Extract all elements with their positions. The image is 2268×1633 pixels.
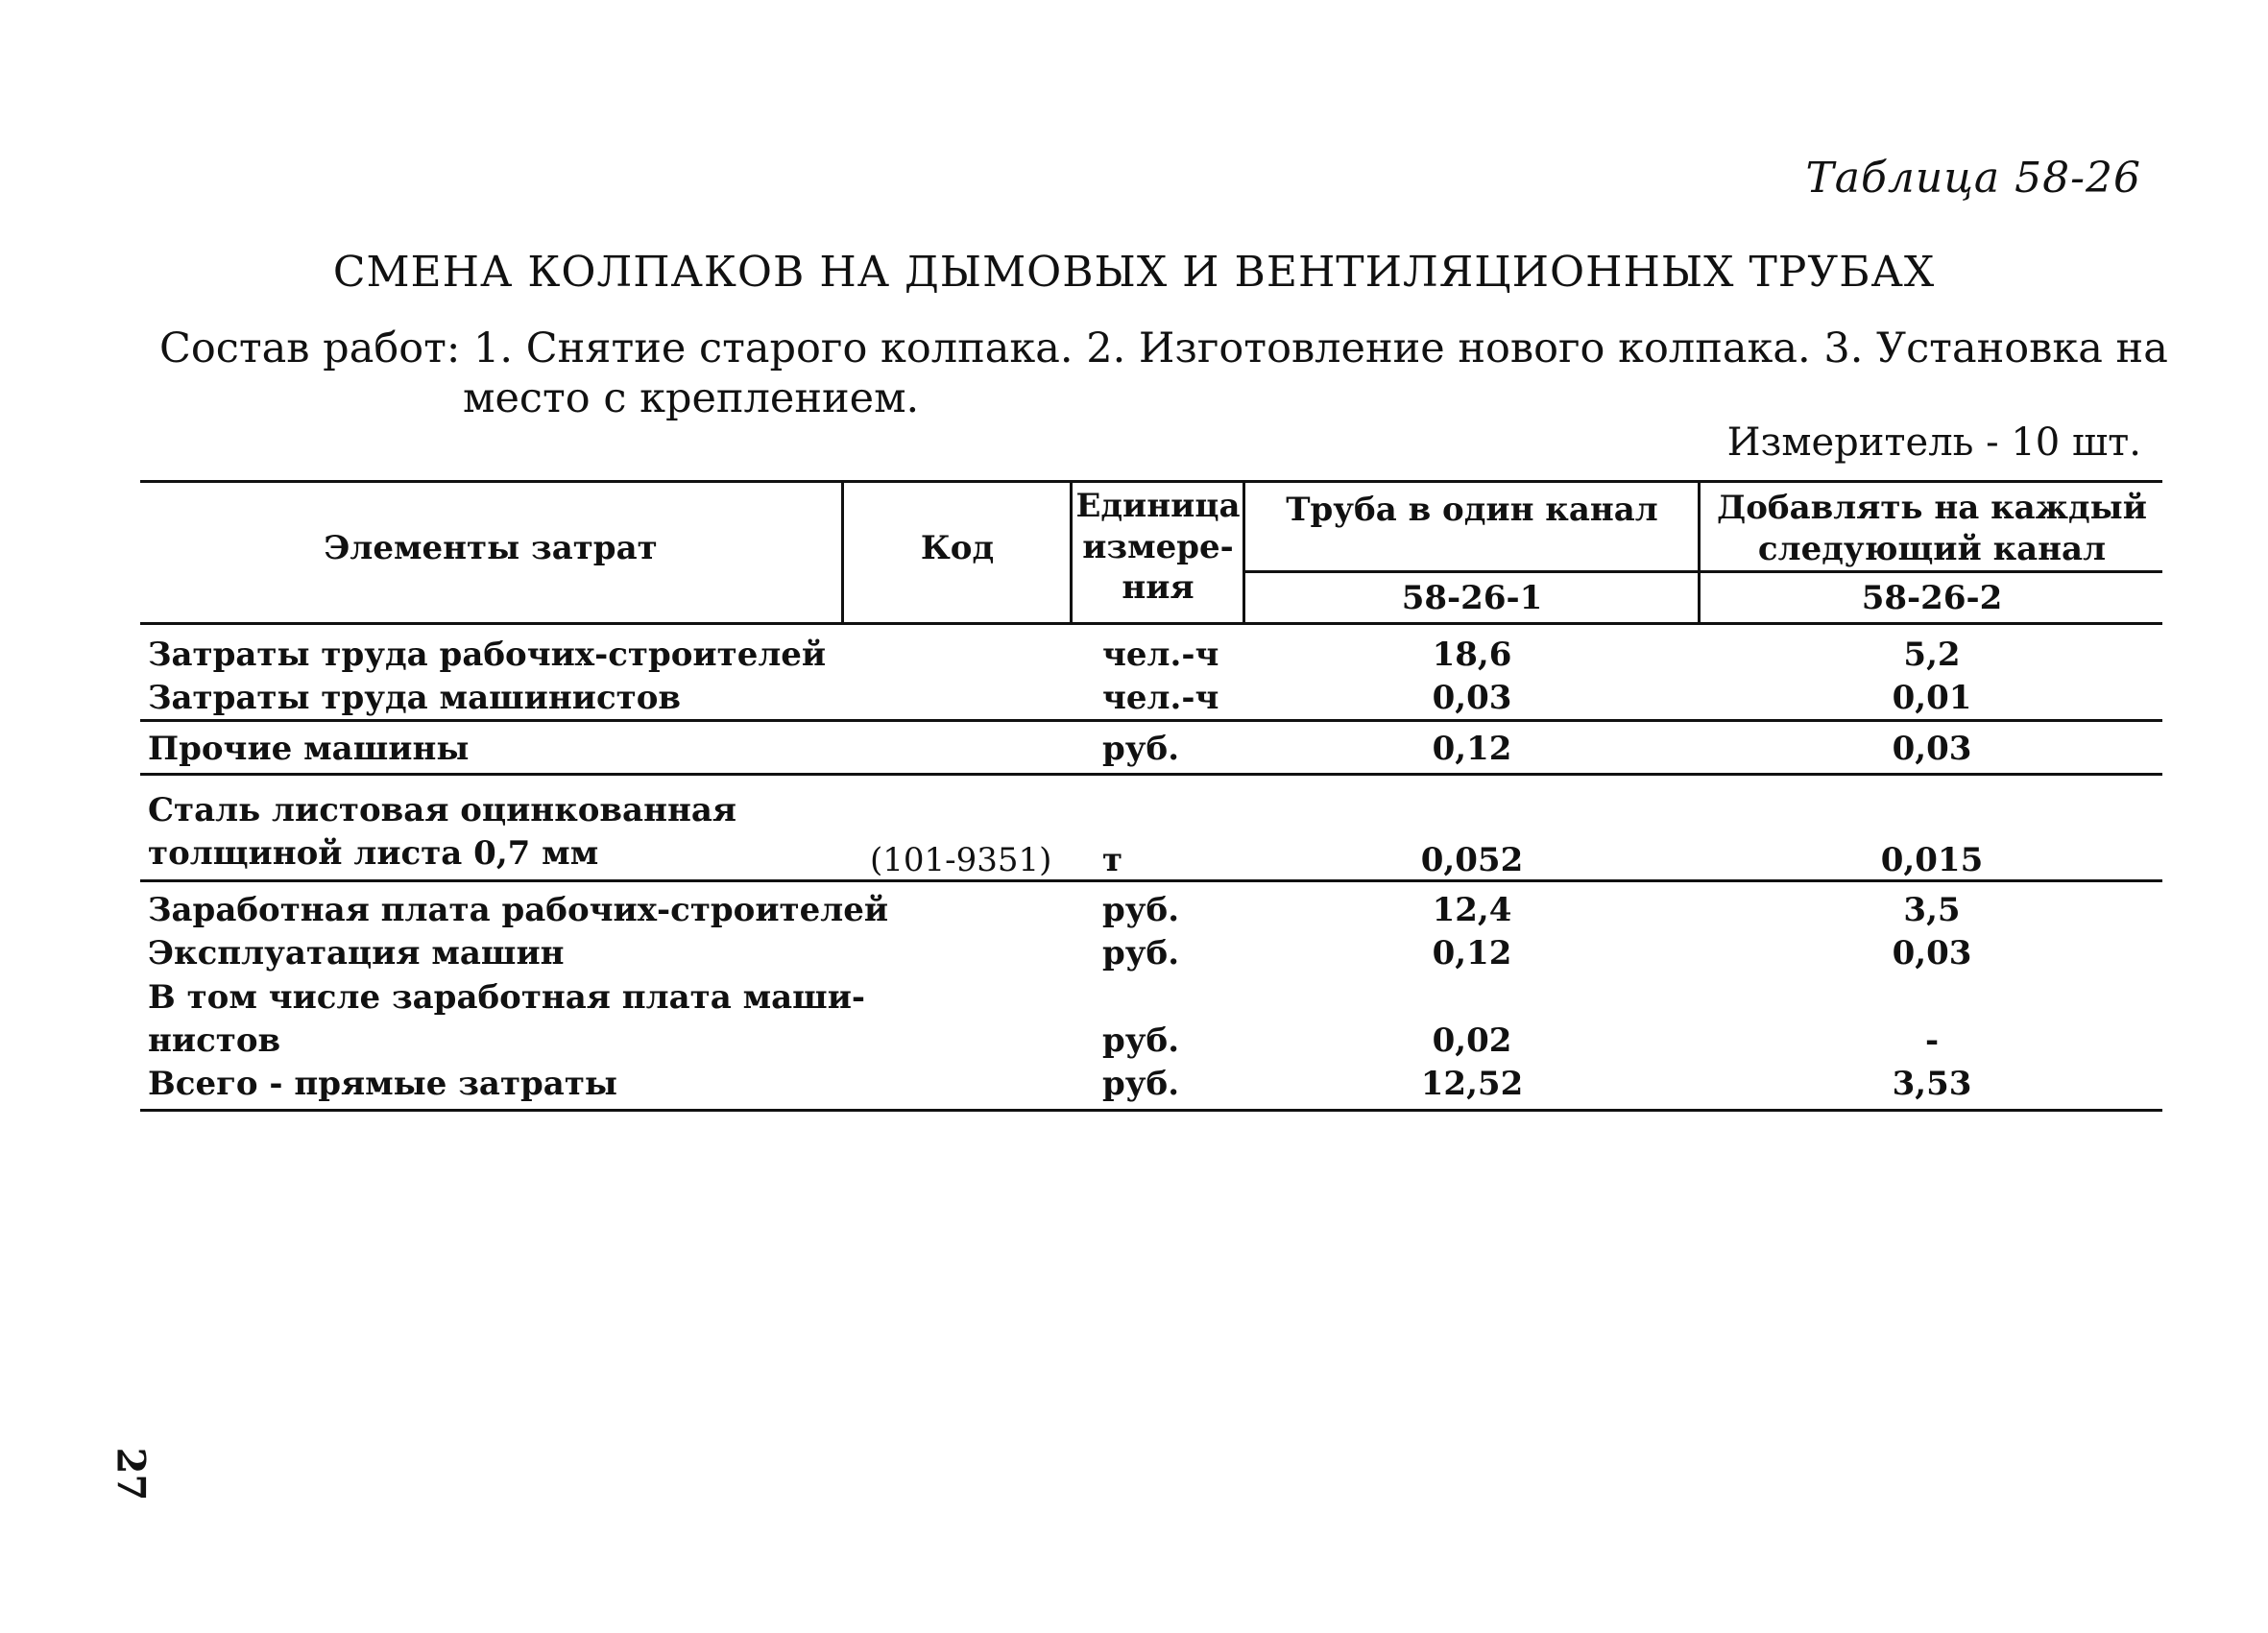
page-number: 27	[108, 1447, 154, 1501]
row-unit: чел.-ч	[1102, 679, 1219, 717]
header-subrule	[1244, 570, 2162, 573]
row-value-1: 0,12	[1432, 934, 1512, 973]
table-bottom-rule	[140, 1109, 2162, 1112]
row-name-line: В том числе заработная плата маши-	[148, 978, 866, 1017]
row-value-1: 0,12	[1432, 730, 1512, 768]
row-value-1: 12,4	[1432, 891, 1512, 929]
row-rule-2	[140, 773, 2162, 776]
document-title: СМЕНА КОЛПАКОВ НА ДЫМОВЫХ И ВЕНТИЛЯЦИОННЫХ ТРУБАХ	[332, 248, 1936, 297]
row-unit: чел.-ч	[1102, 636, 1219, 674]
header-col2	[1701, 488, 2162, 569]
row-value-1: 0,052	[1420, 841, 1524, 879]
row-unit: руб.	[1102, 891, 1180, 929]
row-value-2: 0,015	[1880, 841, 1984, 879]
row-value-1: 0,03	[1432, 679, 1512, 717]
table-number-label: Таблица 58-26	[1805, 154, 2141, 203]
row-unit: руб.	[1102, 1065, 1180, 1103]
col-rule-unit	[1070, 480, 1073, 624]
row-name: Затраты труда машинистов	[148, 679, 682, 717]
row-value-2: -	[1924, 1021, 1940, 1060]
row-name: Затраты труда рабочих-строителей	[148, 636, 827, 674]
col-rule-v2	[1698, 480, 1701, 624]
row-name: Прочие машины	[148, 730, 470, 768]
header-col1: Труба в один канал	[1286, 491, 1658, 529]
header-col1-code: 58-26-1	[1401, 579, 1543, 617]
row-name-line: нистов	[148, 1021, 281, 1060]
header-unit-line: Единица	[1075, 487, 1241, 525]
row-unit: т	[1102, 841, 1123, 879]
row-value-1: 0,02	[1432, 1021, 1512, 1060]
row-value-2: 0,01	[1892, 679, 1972, 717]
row-value-2: 0,03	[1892, 730, 1972, 768]
row-unit: руб.	[1102, 1021, 1180, 1060]
measure-unit-label: Измеритель - 10 шт.	[1726, 420, 2141, 465]
row-rule-1	[140, 719, 2162, 722]
row-value-2: 3,5	[1903, 891, 1961, 929]
row-value-2: 3,53	[1892, 1065, 1972, 1103]
row-unit: руб.	[1102, 934, 1180, 973]
header-bottom-rule	[140, 622, 2162, 625]
header-unit	[1074, 486, 1243, 609]
header-col2-code: 58-26-2	[1861, 579, 2003, 617]
header-elements: Элементы затрат	[324, 529, 658, 567]
col-rule-v1	[1243, 480, 1245, 624]
row-name: Заработная плата рабочих-строителей	[148, 891, 889, 929]
row-unit: руб.	[1102, 730, 1180, 768]
table-top-rule	[140, 480, 2162, 483]
row-code: (101-9351)	[870, 841, 1052, 879]
header-unit-line: измере-	[1082, 527, 1234, 566]
row-value-1: 12,52	[1420, 1065, 1524, 1103]
row-name-line: Сталь листовая оцинкованная	[148, 791, 736, 829]
header-unit-line: ния	[1122, 568, 1194, 607]
header-code: Код	[920, 529, 995, 567]
col-rule-code	[841, 480, 844, 624]
work-composition-line-2: место с креплением.	[463, 374, 920, 422]
header-col2-line: Добавлять на каждый	[1717, 489, 2147, 527]
work-composition-line-1: Состав работ: 1. Снятие старого колпака. 2. Изготовление нового колпака. 3. Установка на	[159, 324, 2168, 372]
row-name: Эксплуатация машин	[148, 934, 565, 973]
row-name: Всего - прямые затраты	[148, 1065, 617, 1103]
row-value-2: 5,2	[1903, 636, 1961, 674]
row-value-2: 0,03	[1892, 934, 1972, 973]
row-name-line: толщиной листа 0,7 мм	[148, 834, 599, 873]
row-value-1: 18,6	[1432, 636, 1512, 674]
header-col2-line: следующий канал	[1757, 529, 2107, 568]
